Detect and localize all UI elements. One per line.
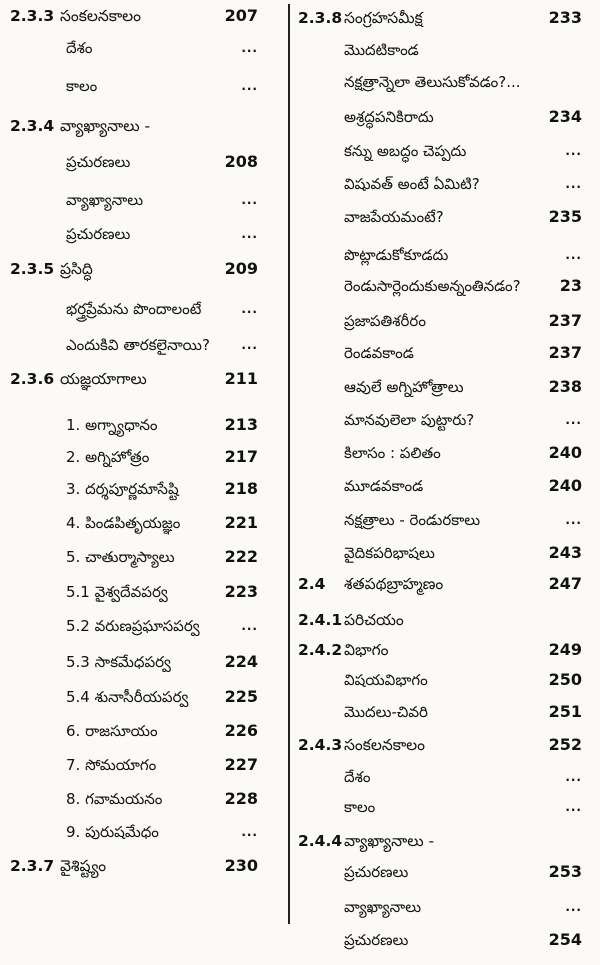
toc-entry <box>0 220 288 248</box>
entry-title: ప్రచురణలు <box>66 225 131 243</box>
toc-entry <box>296 472 600 500</box>
entry-title: అశ్రద్ధపనికిరాదు <box>344 108 434 126</box>
entry-title: నక్షత్రాన్నెలా తెలుసుకోవడం?... <box>344 73 521 91</box>
entry-title: వాజపేయమంటే? <box>344 208 444 226</box>
page-number: ... <box>241 79 258 93</box>
toc-entry <box>296 636 600 664</box>
toc-entry <box>0 365 288 393</box>
toc-entry <box>296 893 600 921</box>
entry-title: కన్ను అబద్ధం చెప్పదు <box>344 142 467 160</box>
entry-title: వ్యాఖ్యానాలు - <box>60 117 151 135</box>
entry-title: వైదికపరిభాషలు <box>344 544 435 562</box>
toc-entry <box>0 852 288 880</box>
toc-entry <box>0 612 288 640</box>
toc-entry <box>0 475 288 503</box>
toc-entry <box>296 606 600 634</box>
entry-title: ఆవులే అగ్నిహోత్రాలు <box>344 378 464 396</box>
entry-title: నక్షత్రాలు - రెండురకాలు <box>344 511 481 529</box>
toc-entry <box>296 731 600 759</box>
section-number: 2.4 <box>298 575 326 593</box>
toc-entry <box>0 2 288 30</box>
page-number: 254 <box>548 930 582 949</box>
toc-entry <box>0 331 288 359</box>
page-number: 213 <box>224 415 258 434</box>
page-number: 238 <box>548 377 582 396</box>
section-number: 2.4.1 <box>298 611 343 629</box>
column-divider <box>288 4 290 924</box>
page-number: 250 <box>548 670 582 689</box>
entry-title: ప్రసిద్ధి <box>60 260 93 278</box>
entry-title: విషయవిభాగం <box>344 671 428 689</box>
page-number: ... <box>565 248 582 262</box>
page-number: ... <box>565 770 582 784</box>
entry-title: ప్రజాపతిశరీరం <box>344 312 426 330</box>
page-number: 249 <box>548 640 582 659</box>
toc-entry <box>296 339 600 367</box>
page-number: 222 <box>224 547 258 566</box>
page-number: 207 <box>224 6 258 25</box>
entry-title: 2. అగ్నిహోత్రం <box>66 448 150 466</box>
page-number: 251 <box>548 702 582 721</box>
toc-right-column <box>296 0 600 965</box>
section-number: 2.3.7 <box>10 857 55 875</box>
page-number: ... <box>565 800 582 814</box>
entry-title: మూడవకాండ <box>344 477 424 495</box>
entry-title: ఎందుకివి తారకలైనాయి? <box>66 336 210 354</box>
toc-entry <box>0 295 288 323</box>
entry-title: 7. సోమయాగం <box>66 756 157 774</box>
page-number: ... <box>565 413 582 427</box>
toc-entry <box>0 148 288 176</box>
toc-entry <box>296 373 600 401</box>
entry-title: యజ్ఞయాగాలు <box>60 370 147 388</box>
toc-entry <box>296 170 600 198</box>
entry-title: మొదలు-చివరి <box>344 703 428 721</box>
page-number: 221 <box>224 513 258 532</box>
entry-title: 1. అగ్న్యాధానం <box>66 416 158 434</box>
entry-title: కిలాసం : పలితం <box>344 444 441 462</box>
section-number: 2.3.8 <box>298 9 343 27</box>
page-number: ... <box>241 302 258 316</box>
toc-entry <box>296 666 600 694</box>
entry-title: రెండవకాండ <box>344 344 414 362</box>
section-number: 2.4.3 <box>298 736 343 754</box>
page-number: ... <box>565 144 582 158</box>
toc-entry <box>296 827 600 855</box>
toc-entry <box>296 506 600 534</box>
toc-entry <box>0 543 288 571</box>
toc-entry <box>296 103 600 131</box>
page-number: 240 <box>548 476 582 495</box>
page-number: ... <box>565 513 582 527</box>
page-number: ... <box>241 338 258 352</box>
page-number: 237 <box>548 343 582 362</box>
entry-title: వ్యాఖ్యానాలు <box>344 898 422 916</box>
entry-title: సంకలనకాలం <box>60 7 141 25</box>
toc-entry <box>296 406 600 434</box>
toc-entry <box>296 307 600 335</box>
toc-entry <box>0 818 288 846</box>
page-number: 228 <box>224 789 258 808</box>
toc-entry <box>296 203 600 231</box>
page-number: 208 <box>224 152 258 171</box>
entry-title: భర్త్రప్రేమను పొందాలంటే <box>66 300 202 318</box>
entry-title: కాలం <box>344 798 376 816</box>
page-number: ... <box>565 900 582 914</box>
toc-entry <box>296 858 600 886</box>
entry-title: ప్రచురణలు <box>344 931 409 949</box>
toc-entry <box>0 751 288 779</box>
entry-title: పొట్లాడుకోకూడదు <box>344 246 449 264</box>
toc-entry <box>296 36 600 64</box>
page-number: ... <box>241 227 258 241</box>
toc-entry <box>0 785 288 813</box>
entry-title: కాలం <box>66 77 98 95</box>
page-number: 240 <box>548 443 582 462</box>
entry-title: 9. పురుషమేధం <box>66 823 159 841</box>
page-number: 211 <box>224 369 258 388</box>
toc-entry <box>296 570 600 598</box>
toc-entry <box>296 793 600 821</box>
page-number: 218 <box>224 479 258 498</box>
page-number: 252 <box>548 735 582 754</box>
toc-entry <box>0 112 288 140</box>
page-number: 226 <box>224 721 258 740</box>
page-number: 247 <box>548 574 582 593</box>
page-number: ... <box>565 177 582 191</box>
entry-title: 5. చాతుర్మాస్యాలు <box>66 548 175 566</box>
toc-entry <box>0 717 288 745</box>
toc-entry <box>296 439 600 467</box>
entry-title: 3. దర్శపూర్ణమాసేష్టి <box>66 480 179 498</box>
toc-entry <box>0 34 288 62</box>
toc-entry <box>296 241 600 269</box>
toc-entry <box>296 926 600 954</box>
entry-title: 6. రాజసూయం <box>66 722 158 740</box>
page-number: ... <box>241 41 258 55</box>
section-number: 2.4.4 <box>298 832 343 850</box>
entry-title: దేశం <box>66 39 93 57</box>
entry-title: వ్యాఖ్యానాలు - <box>344 832 435 850</box>
toc-left-column <box>0 0 288 965</box>
toc-entry <box>0 411 288 439</box>
section-number: 2.3.5 <box>10 260 55 278</box>
page-number: ... <box>241 619 258 633</box>
entry-title: మొదటికాండ <box>344 41 419 59</box>
page-number: 235 <box>548 207 582 226</box>
toc-entry <box>0 255 288 283</box>
entry-title: 4. పిండపితృయజ్ఞం <box>66 514 181 532</box>
toc-entry <box>296 68 600 96</box>
page-number: 224 <box>224 652 258 671</box>
section-number: 2.3.3 <box>10 7 55 25</box>
page-number: 227 <box>224 755 258 774</box>
entry-title: సంగ్రహసమీక్ష <box>344 9 423 27</box>
toc-entry <box>0 509 288 537</box>
page-number: ... <box>241 825 258 839</box>
toc-entry <box>296 698 600 726</box>
entry-title: పరిచయం <box>344 611 404 629</box>
entry-title: 5.3 సాకమేధపర్వ <box>66 653 171 671</box>
toc-entry <box>0 72 288 100</box>
page-number: 223 <box>224 582 258 601</box>
page-number: 209 <box>224 259 258 278</box>
toc-entry <box>0 578 288 606</box>
toc-entry <box>0 443 288 471</box>
entry-title: 5.1 వైశ్వదేవపర్వ <box>66 583 168 601</box>
entry-title: మానవులెలా పుట్టారు? <box>344 411 475 429</box>
toc-entry <box>296 763 600 791</box>
entry-title: రెండుసార్లెందుకుఅన్నంతినడం? <box>344 277 521 295</box>
page-number: ... <box>241 193 258 207</box>
entry-title: వైశిష్ట్యం <box>60 857 107 875</box>
page-number: 217 <box>224 447 258 466</box>
toc-entry <box>0 683 288 711</box>
entry-title: విషువత్ అంటే ఏమిటి? <box>344 175 480 193</box>
page-number: 225 <box>224 687 258 706</box>
toc-entry <box>296 272 600 300</box>
toc-entry <box>296 4 600 32</box>
toc-entry <box>296 137 600 165</box>
section-number: 2.4.2 <box>298 641 343 659</box>
toc-entry <box>0 186 288 214</box>
entry-title: శతపథబ్రాహ్మణం <box>344 575 444 593</box>
entry-title: 5.4 శునాసీరీయపర్వ <box>66 688 189 706</box>
page-number: 234 <box>548 107 582 126</box>
entry-title: సంకలనకాలం <box>344 736 425 754</box>
section-number: 2.3.6 <box>10 370 55 388</box>
entry-title: విభాగం <box>344 641 389 659</box>
entry-title: దేశం <box>344 768 371 786</box>
page-number: 230 <box>224 856 258 875</box>
page-number: 233 <box>548 8 582 27</box>
entry-title: ప్రచురణలు <box>66 153 131 171</box>
section-number: 2.3.4 <box>10 117 55 135</box>
entry-title: వ్యాఖ్యానాలు <box>66 191 144 209</box>
entry-title: 8. గవామయనం <box>66 790 163 808</box>
toc-entry <box>0 648 288 676</box>
entry-title: ప్రచురణలు <box>344 863 409 881</box>
page-number: 253 <box>548 862 582 881</box>
page-number: 23 <box>559 276 582 295</box>
toc-entry <box>296 539 600 567</box>
entry-title: 5.2 వరుణప్రఘాసపర్వ <box>66 617 200 635</box>
page-number: 243 <box>548 543 582 562</box>
page-number: 237 <box>548 311 582 330</box>
